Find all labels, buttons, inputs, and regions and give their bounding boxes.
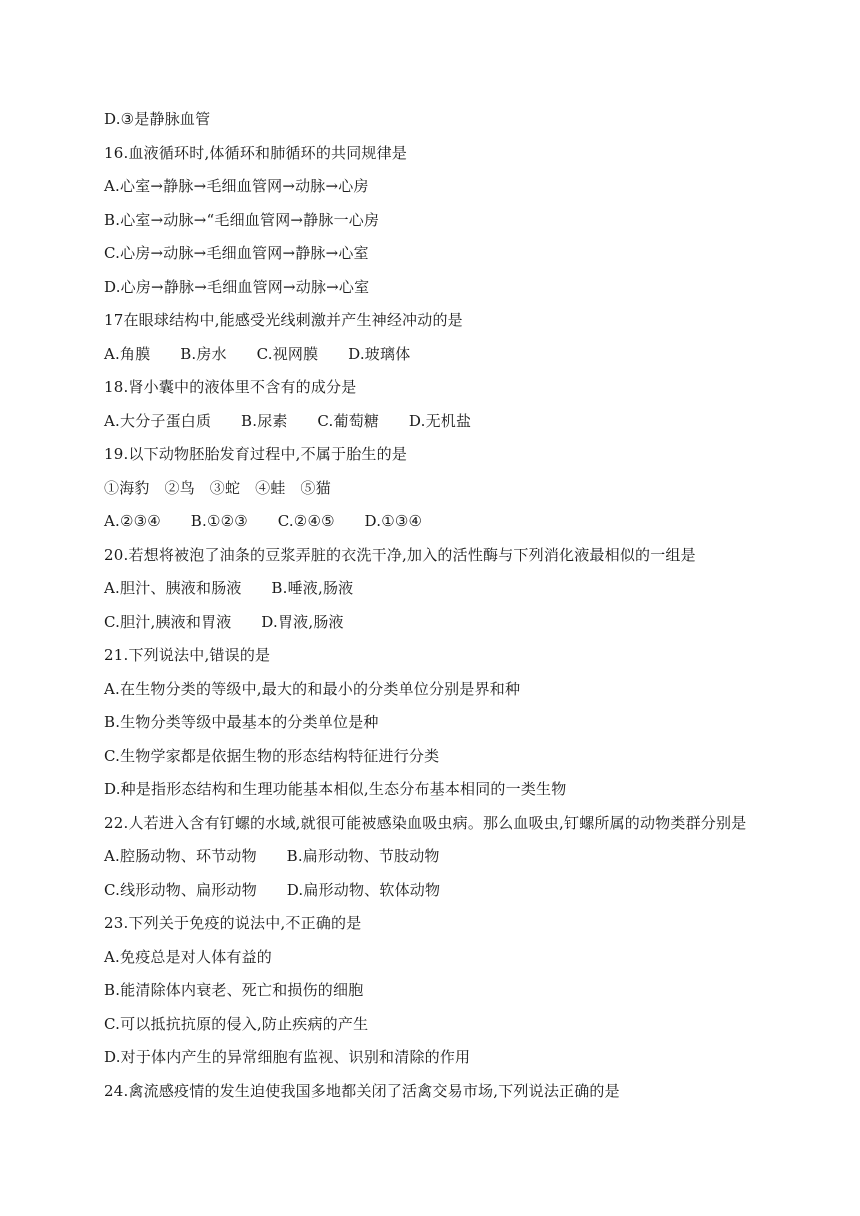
q20-options-cd: C.胆汁,胰液和胃液 D.胃液,肠液 — [104, 612, 344, 631]
q21-option-c: C.生物学家都是依据生物的形态结构特征进行分类 — [104, 746, 440, 765]
q21-stem: 21.下列说法中,错误的是 — [104, 646, 271, 664]
q23-option-c: C.可以抵抗抗原的侵入,防止疾病的产生 — [104, 1014, 369, 1033]
q22-options-ab: A.腔肠动物、环节动物 B.扁形动物、节肢动物 — [104, 847, 440, 865]
q19-animal-list: ①海豹 ②鸟 ③蛇 ④蛙 ⑤猫 — [104, 478, 331, 497]
q17-options: A.角膜 B.房水 C.视网膜 D.玻璃体 — [104, 344, 411, 363]
q18-stem: 18.肾小囊中的液体里不含有的成分是 — [104, 378, 357, 396]
q17-stem: 17在眼球结构中,能感受光线刺激并产生神经冲动的是 — [104, 311, 463, 329]
q16-option-c: C.心房→动脉→毛细血管网→静脉→心室 — [104, 244, 369, 262]
q18-options: A.大分子蛋白质 B.尿素 C.葡萄糖 D.无机盐 — [104, 411, 472, 430]
q16-option-b: B.心室→动脉→“毛细血管网→静脉一心房 — [104, 210, 380, 229]
q20-options-ab: A.胆汁、胰液和肠液 B.唾液,肠液 — [104, 579, 354, 597]
exam-page-text — [104, 106, 804, 1111]
q15-option-d: D.③是静脉血管 — [104, 110, 211, 128]
q16-stem: 16.血液循环时,体循环和肺循环的共同规律是 — [104, 143, 408, 162]
q23-option-a: A.免疫总是对人体有益的 — [104, 947, 273, 966]
q22-options-cd: C.线形动物、扁形动物 D.扁形动物、软体动物 — [104, 880, 441, 899]
q19-stem: 19.以下动物胚胎发育过程中,不属于胎生的是 — [104, 445, 408, 463]
q23-option-b: B.能清除体内衰老、死亡和损伤的细胞 — [104, 981, 364, 999]
q16-option-a: A.心室→静脉→毛细血管网→动脉→心房 — [104, 177, 369, 195]
q23-stem: 23.下列关于免疫的说法中,不正确的是 — [104, 914, 362, 932]
q19-options: A.②③④ B.①②③ C.②④⑤ D.①③④ — [104, 512, 423, 530]
q24-stem: 24.禽流感疫情的发生迫使我国多地都关闭了活禽交易市场,下列说法正确的是 — [104, 1081, 620, 1100]
q21-option-d: D.种是指形态结构和生理功能基本相似,生态分布基本相同的一类生物 — [104, 780, 567, 798]
q21-option-a: A.在生物分类的等级中,最大的和最小的分类单位分别是界和种 — [104, 679, 521, 698]
q23-option-d: D.对于体内产生的异常细胞有监视、识别和清除的作用 — [104, 1048, 471, 1066]
q20-stem: 20.若想将被泡了油条的豆浆弄脏的衣洗干净,加入的活性酶与下列消化液最相似的一组是 — [104, 545, 696, 564]
q16-option-d: D.心房→静脉→毛细血管网→动脉→心室 — [104, 277, 370, 296]
q21-option-b: B.生物分类等级中最基本的分类单位是种 — [104, 713, 379, 731]
q22-stem: 22.人若进入含有钉螺的水域,就很可能被感染血吸虫病。那么血吸虫,钉螺所属的动物类群分别是 — [104, 813, 747, 832]
